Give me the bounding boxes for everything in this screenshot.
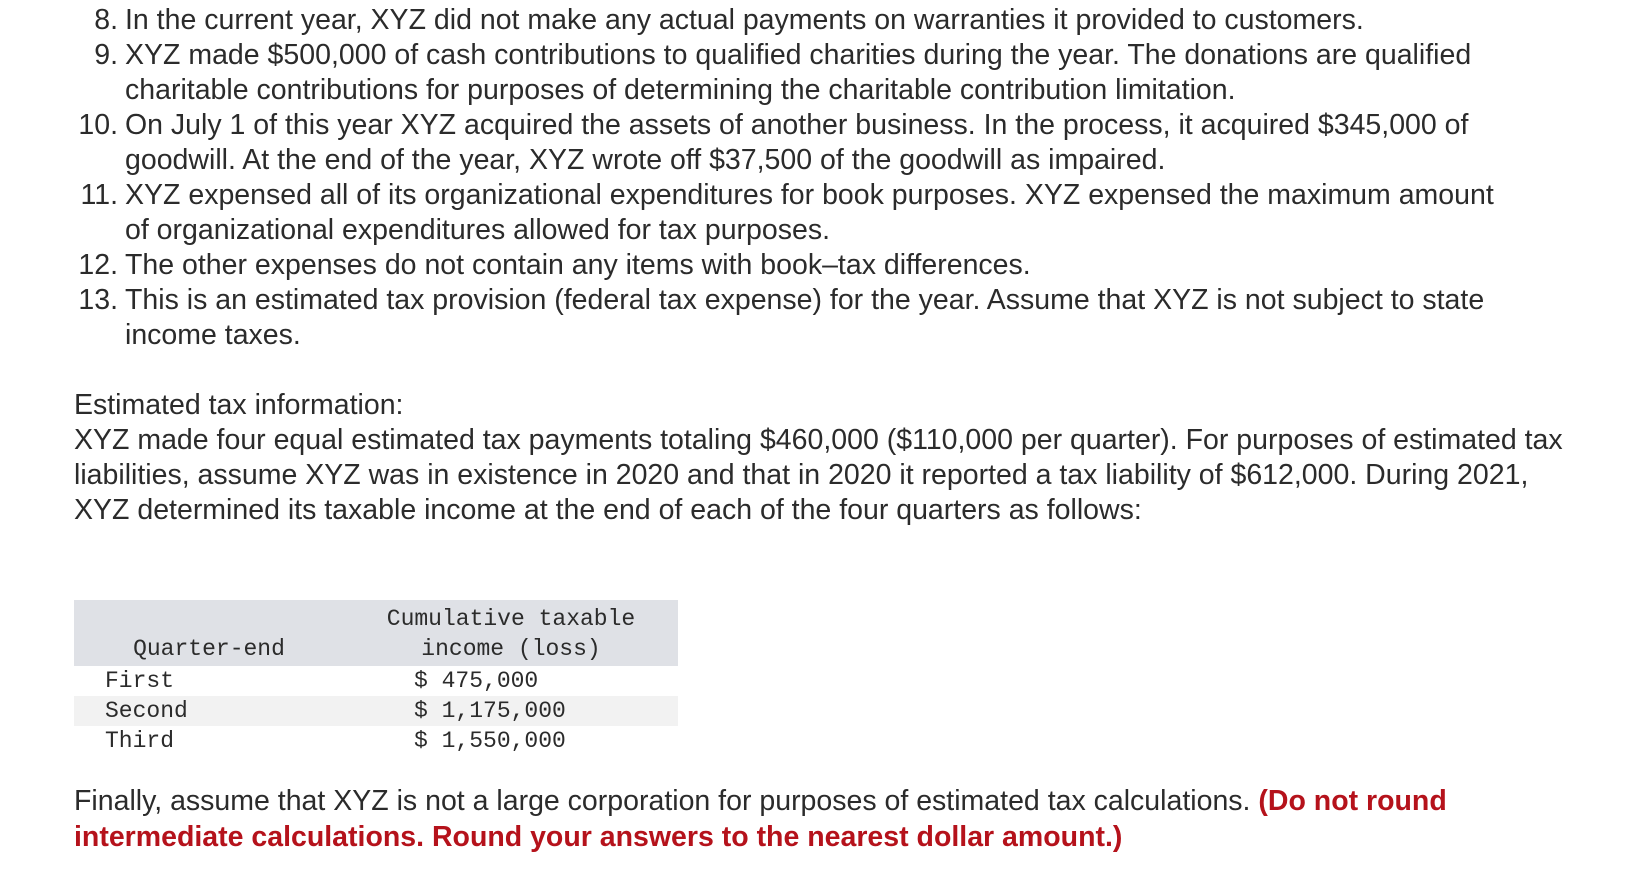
note-number: 9.	[94, 39, 118, 71]
table-row	[74, 726, 678, 756]
note-text: XYZ expensed all of its organizational expenditures for book purposes. XYZ expensed the maximum amount of organizational expenditures allowed for tax purposes.	[125, 179, 1494, 246]
income-cell: $ 475,000	[414, 668, 539, 694]
income-cell: $ 1,175,000	[414, 698, 566, 724]
note-number: 12.	[78, 249, 118, 281]
estimated-tax-heading: Estimated tax information:	[74, 389, 404, 421]
note-number: 8.	[94, 4, 118, 36]
note-text: This is an estimated tax provision (federal tax expense) for the year. Assume that XYZ is not subject to state income taxes.	[125, 284, 1485, 351]
note-item	[0, 38, 1640, 108]
note-item	[0, 283, 1640, 353]
income-cell: $ 1,550,000	[414, 728, 566, 754]
estimated-tax-body: XYZ made four equal estimated tax payments totaling $460,000 ($110,000 per quarter). For purposes of estimated tax liabilities, assume XYZ was in existence in 2020 and that in 2020 it reported a tax liability of $612,000. During 2021, XYZ determined its taxable income at the end of each of the four quarters as follows:	[74, 424, 1563, 526]
note-text: The other expenses do not contain any items with book–tax differences.	[125, 249, 1031, 281]
notes-list	[0, 3, 1640, 353]
quarter-cell: Third	[105, 728, 175, 754]
note-item	[0, 178, 1640, 248]
final-assumption	[74, 783, 1584, 855]
rounding-instruction: (Do not round intermediate calculations. Round your answers to the nearest dollar amount.)	[74, 785, 1447, 853]
column-header-income-line1: Cumulative taxable	[386, 606, 636, 632]
note-item	[0, 248, 1640, 283]
column-header-income-line2: income (loss)	[421, 636, 601, 662]
table-header-row	[74, 600, 678, 666]
quarter-cell: Second	[105, 698, 188, 724]
note-number: 13.	[78, 284, 118, 316]
note-item	[0, 3, 1640, 38]
column-header-income	[344, 600, 678, 666]
note-text: XYZ made $500,000 of cash contributions to qualified charities during the year. The donations are qualified charitable contributions for purposes of determining the charitable contribution limitation.	[125, 39, 1472, 106]
final-assumption-text: Finally, assume that XYZ is not a large corporation for purposes of estimated tax calculations.	[74, 785, 1251, 817]
quarter-cell: First	[105, 668, 175, 694]
note-text: In the current year, XYZ did not make any actual payments on warranties it provided to customers.	[125, 4, 1364, 36]
note-number: 11.	[80, 179, 118, 211]
column-header-quarter: Quarter-end	[133, 636, 285, 662]
table-row	[74, 666, 678, 696]
note-text: On July 1 of this year XYZ acquired the assets of another business. In the process, it acquired $345,000 of goodwill. At the end of the year, XYZ wrote off $37,500 of the goodwill as impaired.	[125, 109, 1469, 176]
estimated-tax-section	[74, 388, 1574, 528]
note-number: 10.	[78, 109, 118, 141]
taxable-income-table	[74, 600, 678, 756]
note-item	[0, 108, 1640, 178]
table-row	[74, 696, 678, 726]
